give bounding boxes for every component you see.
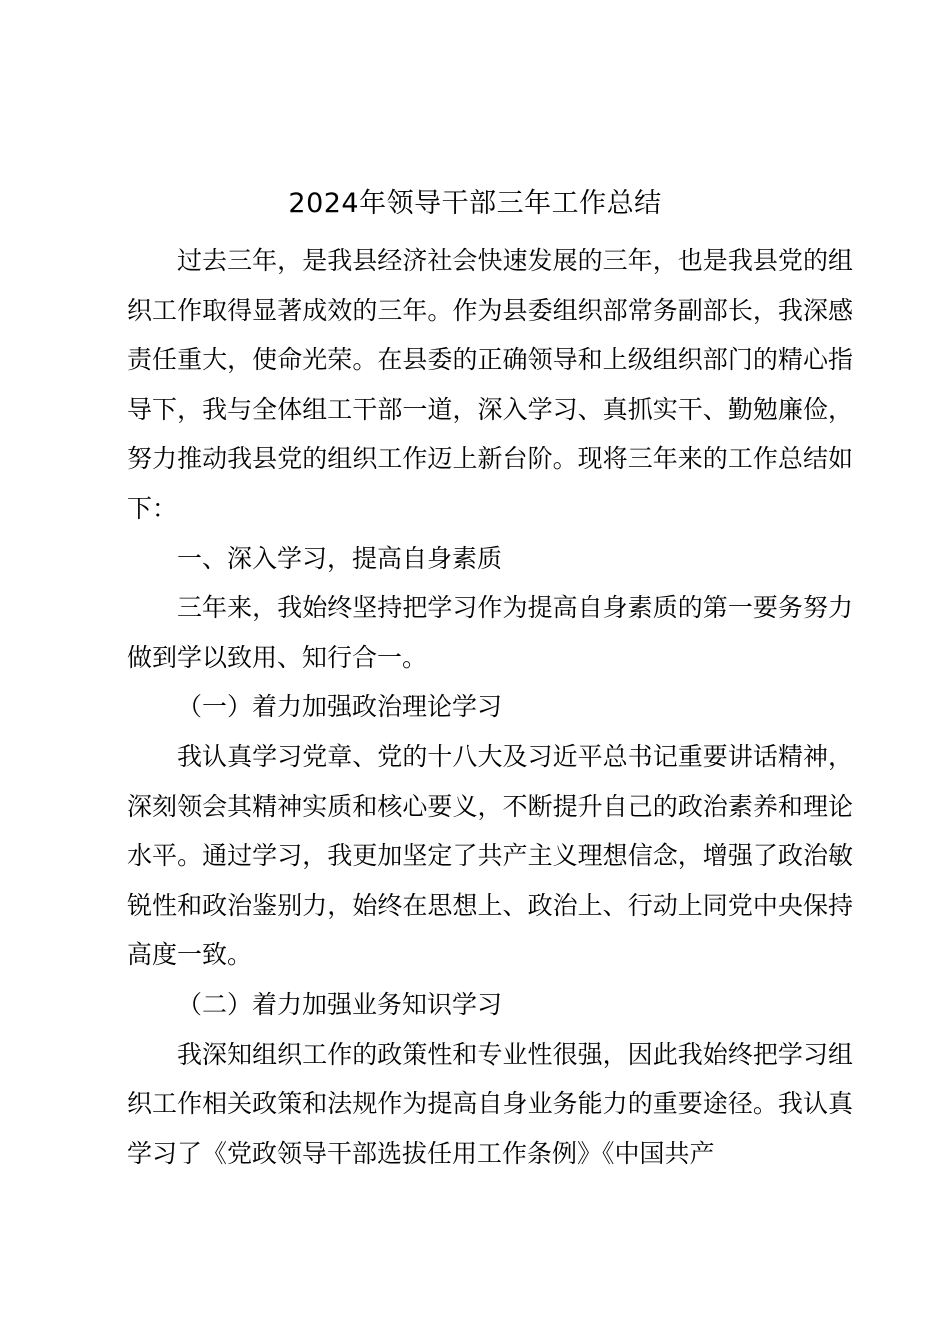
subsection-heading-1: （一）着力加强政治理论学习	[177, 692, 503, 722]
intro-paragraph: 过去三年，是我县经济社会快速发展的三年，也是我县党的组织工作取得显著成效的三年。作为县委组织部常务副部长，我深感责任重大，使命光荣。在县委的正确领导和上级组织部门的精心指导下，我与全体组工干部一道，深入学习、真抓实干、勤勉廉俭，努力推动我县党的组织工作迈上新台阶。现将三年来的工作总结如下：	[127, 246, 853, 523]
subsection-1-paragraph: 我认真学习党章、党的十八大及习近平总书记重要讲话精神，深刻领会其精神实质和核心要义，不断提升自己的政治素养和理论水平。通过学习，我更加坚定了共产主义理想信念，增强了政治敏锐性和政治鉴别力，始终在思想上、政治上、行动上同党中央保持高度一致。	[127, 741, 853, 970]
document-title: 2024年领导干部三年工作总结	[288, 188, 662, 219]
subsection-heading-2: （二）着力加强业务知识学习	[177, 989, 503, 1019]
section-1-paragraph: 三年来，我始终坚持把学习作为提高自身素质的第一要务努力做到学以致用、知行合一。	[127, 593, 853, 672]
section-heading-1: 一、深入学习，提高自身素质	[177, 543, 503, 573]
subsection-2-paragraph: 我深知组织工作的政策性和专业性很强，因此我始终把学习组织工作相关政策和法规作为提高自身业务能力的重要途径。我认真学习了《党政领导干部选拔任用工作条例》《中国共产	[127, 1039, 853, 1168]
document-body	[127, 236, 853, 1178]
